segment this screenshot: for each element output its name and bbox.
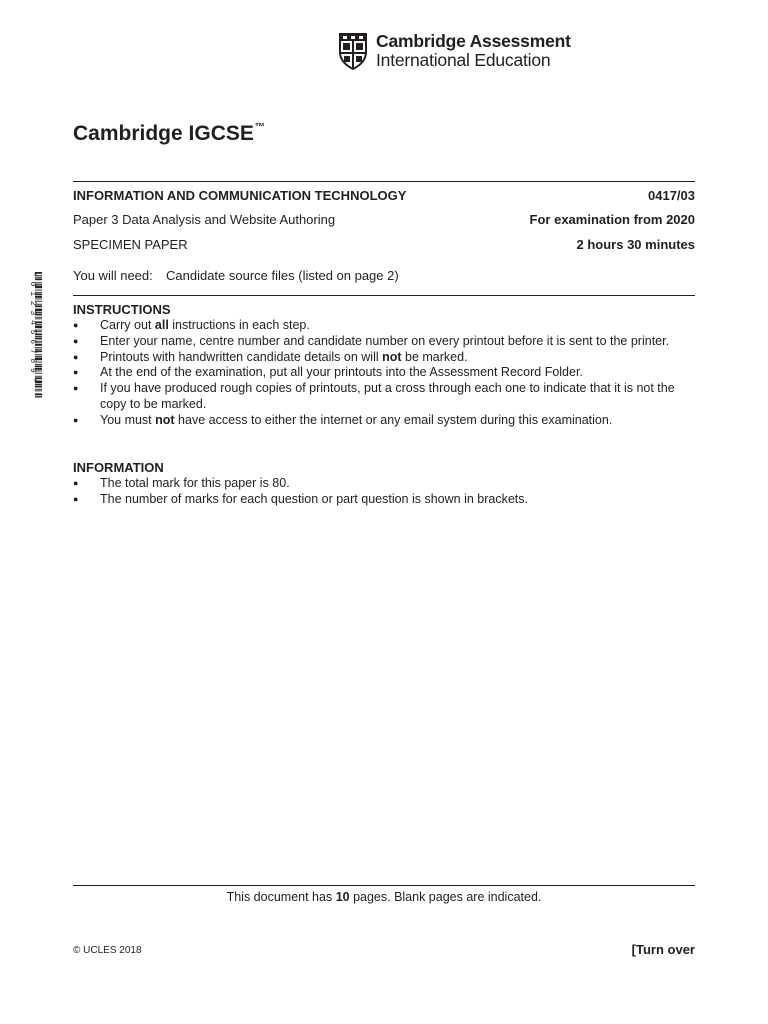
top-rule bbox=[73, 181, 695, 182]
trademark-mark: ™ bbox=[254, 122, 265, 133]
barcode-text: * 0 1 2 3 4 5 6 7 8 9 * bbox=[28, 272, 37, 383]
page-title bbox=[73, 122, 265, 146]
instructions-list bbox=[73, 318, 698, 429]
instructions-item bbox=[73, 318, 698, 334]
instructions-item bbox=[73, 334, 698, 350]
title-text: Cambridge IGCSE bbox=[73, 122, 254, 145]
you-will-need-value: Candidate source files (listed on page 2) bbox=[166, 268, 399, 283]
paper-title: Paper 3 Data Analysis and Website Authoring bbox=[73, 212, 336, 227]
barcode-bar bbox=[35, 398, 42, 399]
barcode bbox=[28, 272, 42, 398]
cambridge-shield-icon bbox=[338, 32, 368, 70]
barcode-bar bbox=[35, 396, 42, 397]
page-count-number: 10 bbox=[335, 890, 350, 904]
turn-over: [Turn over bbox=[631, 942, 695, 957]
instructions-rule bbox=[73, 295, 695, 296]
instructions-item bbox=[73, 413, 698, 429]
item-text: Printouts with handwritten candidate details on will bbox=[100, 349, 383, 364]
information-heading: INFORMATION bbox=[73, 460, 164, 475]
barcode-bar bbox=[35, 393, 42, 395]
page-count-post: pages. Blank pages are indicated. bbox=[349, 890, 542, 904]
item-text: At the end of the examination, put all your printouts into the Assessment Record Folder. bbox=[100, 365, 583, 380]
item-emphasis: not bbox=[155, 412, 175, 427]
information-item bbox=[73, 492, 698, 508]
item-text-end: have access to either the internet or any email system during this examination. bbox=[174, 412, 613, 427]
barcode-bar bbox=[35, 390, 42, 391]
item-text: Carry out bbox=[100, 318, 155, 332]
cambridge-logo bbox=[338, 31, 588, 71]
item-text-end: instructions in each step. bbox=[168, 318, 310, 332]
specimen-label: SPECIMEN PAPER bbox=[73, 237, 188, 252]
exam-from: For examination from 2020 bbox=[529, 212, 695, 227]
item-emphasis: all bbox=[154, 318, 169, 332]
item-text: Enter your name, centre number and candidate number on every printout before it is sent to the printer. bbox=[100, 333, 670, 348]
instructions-item bbox=[73, 365, 698, 381]
instructions-item bbox=[73, 350, 698, 366]
item-emphasis: not bbox=[382, 349, 402, 364]
instructions-heading: INSTRUCTIONS bbox=[73, 302, 171, 317]
bullet-icon: ● bbox=[73, 367, 79, 378]
logo-line-1: Cambridge Assessment bbox=[376, 31, 571, 51]
footer-rule bbox=[73, 885, 695, 886]
instructions-item bbox=[73, 381, 698, 413]
bullet-icon: ● bbox=[73, 351, 79, 362]
barcode-bar bbox=[35, 389, 42, 390]
barcode-bar bbox=[35, 386, 42, 388]
page-count-pre: This document has bbox=[226, 890, 336, 904]
information-item bbox=[73, 476, 698, 492]
information-list bbox=[73, 476, 698, 508]
bullet-icon: ● bbox=[73, 320, 79, 330]
bullet-icon: ● bbox=[73, 493, 79, 504]
bullet-icon: ● bbox=[73, 414, 79, 425]
item-text-end: be marked. bbox=[401, 349, 468, 364]
copyright: © UCLES 2018 bbox=[73, 945, 142, 956]
bullet-icon: ● bbox=[73, 478, 79, 488]
page-count-note bbox=[73, 889, 695, 905]
item-text: You must bbox=[100, 412, 156, 427]
bullet-icon: ● bbox=[73, 335, 79, 346]
duration: 2 hours 30 minutes bbox=[576, 237, 695, 252]
you-will-need-label: You will need: bbox=[73, 268, 153, 283]
logo-line-2: International Education bbox=[376, 50, 551, 70]
subject-title: INFORMATION AND COMMUNICATION TECHNOLOGY bbox=[73, 188, 407, 203]
item-text: The total mark for this paper is 80. bbox=[100, 476, 290, 490]
bullet-icon: ● bbox=[73, 383, 79, 394]
syllabus-code: 0417/03 bbox=[648, 188, 695, 203]
item-text: The number of marks for each question or part question is shown in brackets. bbox=[100, 491, 528, 506]
item-text: If you have produced rough copies of printouts, put a cross through each one to indicate that it is not the copy to be marked. bbox=[100, 381, 675, 411]
barcode-bar bbox=[35, 384, 42, 385]
